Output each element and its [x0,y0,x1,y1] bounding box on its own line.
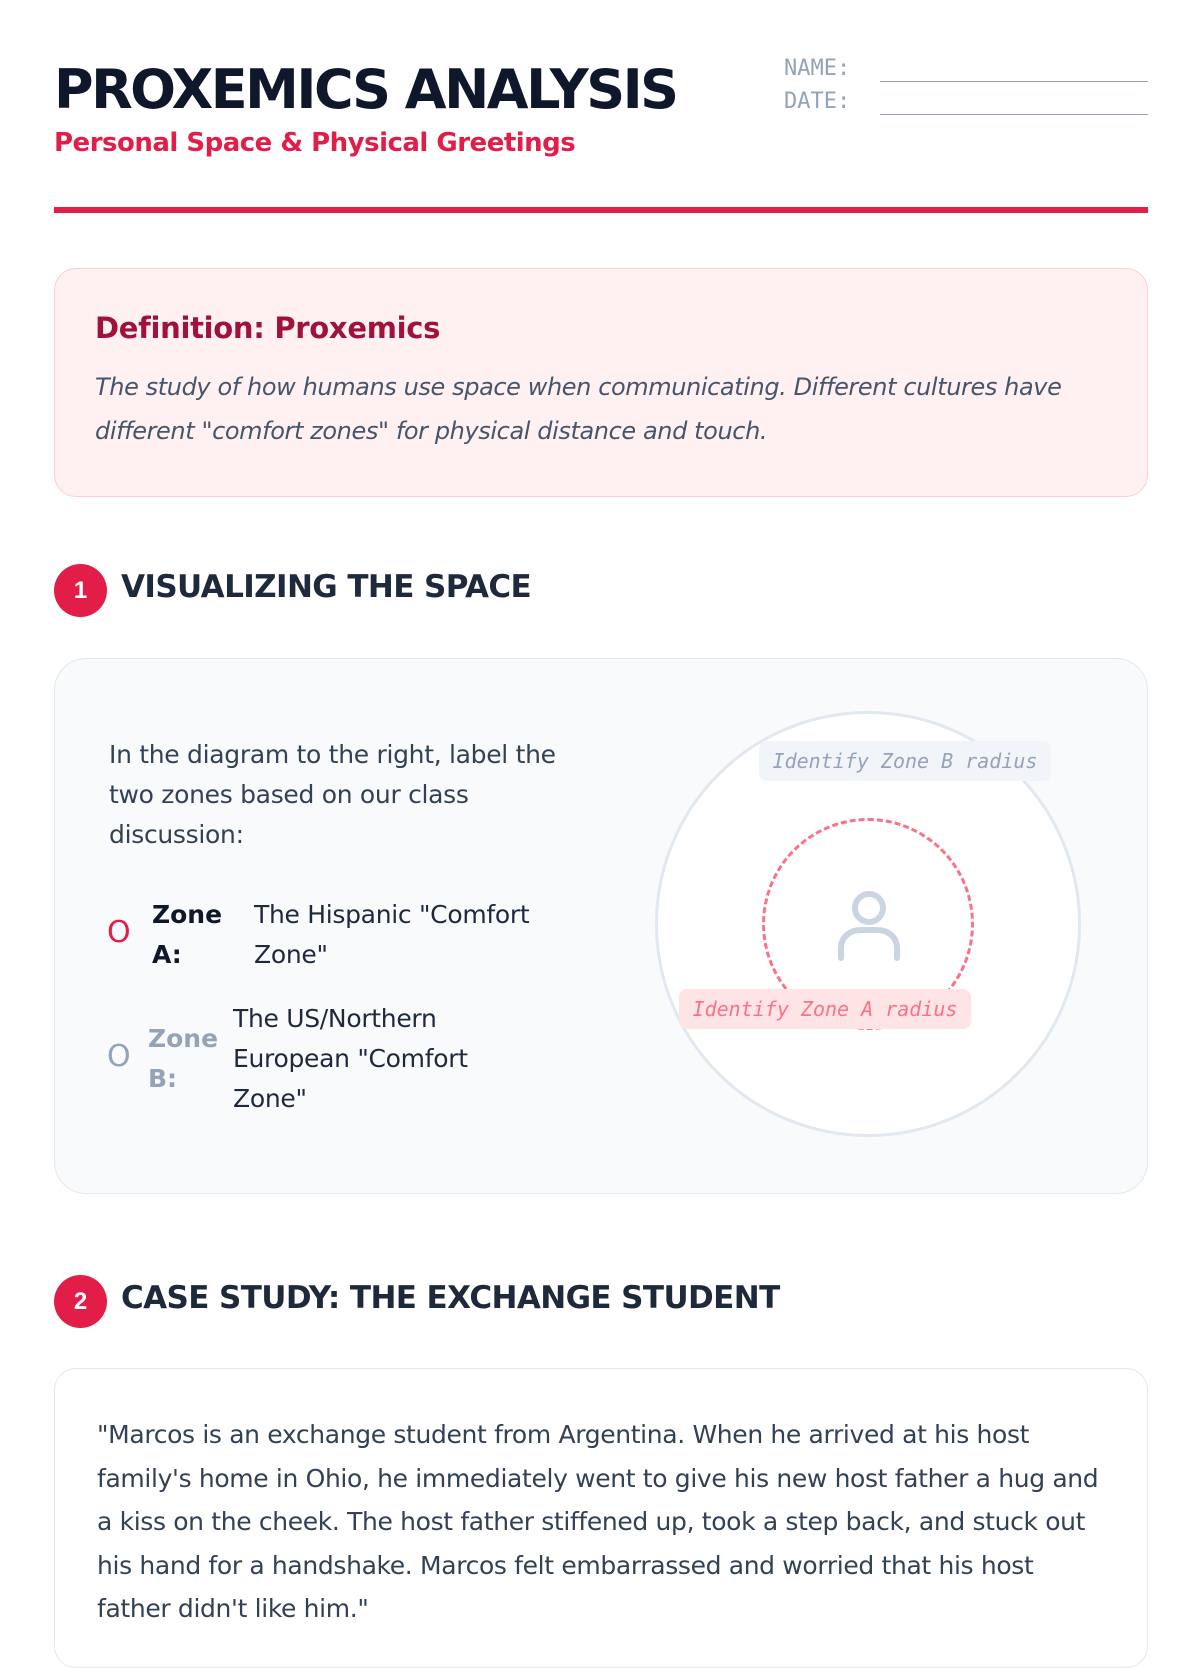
zone-b-marker-icon: O [107,1039,131,1074]
proxemics-diagram [655,711,1085,1141]
name-label: NAME: [784,56,851,81]
zone-a-description: The Hispanic "Comfort Zone" [254,900,530,969]
definition-text: The study of how humans use space when communicating. Different cultures have different "comfort zones" for physical distance and touch. [95,373,1062,445]
section-2-heading [54,1275,1148,1329]
definition-title: Definition: Proxemics [95,311,441,345]
zone-b-label: Zone B: [148,1024,219,1093]
zone-a-marker-icon: O [107,915,131,950]
page-title: PROXEMICS ANALYSIS [54,58,677,121]
zone-a-radius-tag[interactable]: Identify Zone A radius [679,989,971,1029]
zone-b-radius-tag[interactable]: Identify Zone B radius [759,741,1051,781]
worksheet-header [54,52,1148,212]
section-1-title: VISUALIZING THE SPACE [121,569,532,605]
person-icon [835,890,903,962]
page-subtitle: Personal Space & Physical Greetings [54,128,576,158]
section-1-number-badge: 1 [54,564,107,617]
name-field[interactable] [784,56,1148,86]
section-1-heading [54,564,1148,618]
case-study-card [54,1368,1148,1668]
visualization-instructions: In the diagram to the right, label the two zones based on our class discussion: [109,740,556,849]
header-divider [54,207,1148,213]
zone-a-label: Zone A: [152,900,223,969]
date-field[interactable] [784,89,1148,119]
name-line[interactable] [880,81,1148,82]
visualization-card [54,658,1148,1194]
date-label: DATE: [784,89,851,114]
definition-box [54,268,1148,497]
section-2-title: CASE STUDY: THE EXCHANGE STUDENT [121,1280,780,1316]
date-line[interactable] [880,114,1148,115]
section-2-number-badge: 2 [54,1275,107,1328]
case-study-text: "Marcos is an exchange student from Argentina. When he arrived at his host family's home in Ohio, he immediately went to give his new host father a hug and a kiss on the cheek. The host father stiffened up, took a step back, and stuck out his hand for a handshake. Marcos felt embarrassed and worried that his host father didn't like him." [97,1420,1099,1623]
zone-b-description: The US/Northern European "Comfort Zone" [233,1004,468,1113]
